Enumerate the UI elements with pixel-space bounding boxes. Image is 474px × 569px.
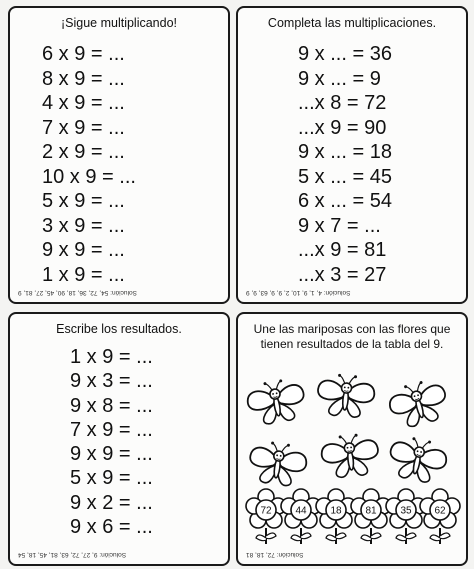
butterfly-icon[interactable]	[245, 376, 308, 427]
exercise-row[interactable]: 7 x 9 = ...	[42, 116, 125, 139]
exercise-row[interactable]: ...x 8 = 72	[298, 92, 387, 114]
exercise-row[interactable]: 9 x 7 = ...	[298, 214, 381, 237]
exercise-row[interactable]: 5 x ... = 45	[298, 165, 392, 188]
panel-title: ¡Sigue multiplicando!	[60, 16, 178, 30]
exercise-row[interactable]: 9 x ... = 36	[298, 43, 392, 65]
butterfly-icon[interactable]	[320, 432, 380, 479]
panel-mariposas-flores	[236, 312, 468, 566]
panel-title: Escribe los resultados.	[56, 322, 182, 336]
butterflies-flowers-illustration	[238, 314, 466, 564]
exercise-row[interactable]: 2 x 9 = ...	[42, 141, 125, 163]
exercise-row[interactable]: 6 x 9 = ...	[42, 43, 125, 65]
exercise-row[interactable]: ...x 3 = 27	[298, 263, 387, 286]
flower-icon[interactable]	[386, 489, 426, 544]
exercise-row[interactable]: 9 x 9 = ...	[70, 443, 153, 466]
panel-completa-multiplicaciones	[236, 6, 468, 304]
butterfly-icon[interactable]	[386, 376, 451, 431]
exercise-row[interactable]: 9 x 2 = ...	[70, 491, 153, 514]
flower-number: 18	[330, 505, 342, 517]
exercise-list	[298, 42, 466, 287]
flower-number: 81	[365, 505, 377, 517]
solution-text: Solución: 9, 27, 72, 63, 81, 45, 18, 54	[18, 551, 127, 558]
flower-number: 44	[295, 505, 307, 517]
flower-icon[interactable]	[246, 489, 286, 544]
solution-text: Solución: 54, 72, 36, 18, 90, 45, 27, 81, 9	[18, 289, 137, 296]
exercise-row[interactable]: 1 x 9 = ...	[70, 346, 153, 368]
flower-number: 72	[260, 505, 272, 517]
panel-title: Une las mariposas con las flores que tienen resultados de la tabla del 9.	[253, 322, 451, 351]
flower-icon[interactable]	[351, 489, 391, 544]
panel-escribe-resultados	[8, 312, 230, 566]
exercise-list	[70, 345, 228, 539]
exercise-row[interactable]: 3 x 9 = ...	[42, 214, 125, 237]
butterfly-icon[interactable]	[247, 439, 309, 488]
exercise-row[interactable]: 6 x ... = 54	[298, 190, 392, 212]
solution-text: Solución: 4, 1, 9, 10, 2, 9, 9, 63, 9, 9	[246, 289, 351, 296]
exercise-row[interactable]: 8 x 9 = ...	[42, 67, 125, 90]
flower-number: 35	[400, 505, 412, 517]
exercise-row[interactable]: 9 x ... = 9	[298, 67, 381, 90]
flower-icon[interactable]	[420, 489, 460, 544]
exercise-row[interactable]: 7 x 9 = ...	[70, 418, 153, 441]
exercise-row[interactable]: 9 x ... = 18	[298, 141, 392, 163]
exercise-row[interactable]: 9 x 8 = ...	[70, 394, 153, 417]
exercise-row[interactable]: ...x 9 = 81	[298, 239, 387, 261]
exercise-row[interactable]: 10 x 9 = ...	[42, 165, 136, 188]
exercise-row[interactable]: 1 x 9 = ...	[42, 263, 125, 286]
butterfly-icon[interactable]	[316, 372, 376, 419]
flower-icon[interactable]	[316, 489, 356, 544]
exercise-row[interactable]: ...x 9 = 90	[298, 116, 387, 139]
butterfly-icon[interactable]	[386, 433, 450, 486]
flower-icon[interactable]	[281, 489, 321, 544]
exercise-row[interactable]: 5 x 9 = ...	[42, 190, 125, 212]
exercise-row[interactable]: 5 x 9 = ...	[70, 467, 153, 490]
exercise-row[interactable]: 4 x 9 = ...	[42, 92, 125, 114]
exercise-list	[42, 42, 228, 287]
exercise-row[interactable]: 9 x 3 = ...	[70, 370, 153, 393]
flower-number: 62	[434, 505, 446, 517]
solution-text: Solución: 72, 18, 81	[246, 551, 304, 558]
exercise-row[interactable]: 9 x 9 = ...	[42, 239, 125, 261]
panel-sigue-multiplicando	[8, 6, 230, 304]
panel-title: Completa las multiplicaciones.	[267, 16, 437, 30]
exercise-row[interactable]: 9 x 6 = ...	[70, 516, 153, 539]
